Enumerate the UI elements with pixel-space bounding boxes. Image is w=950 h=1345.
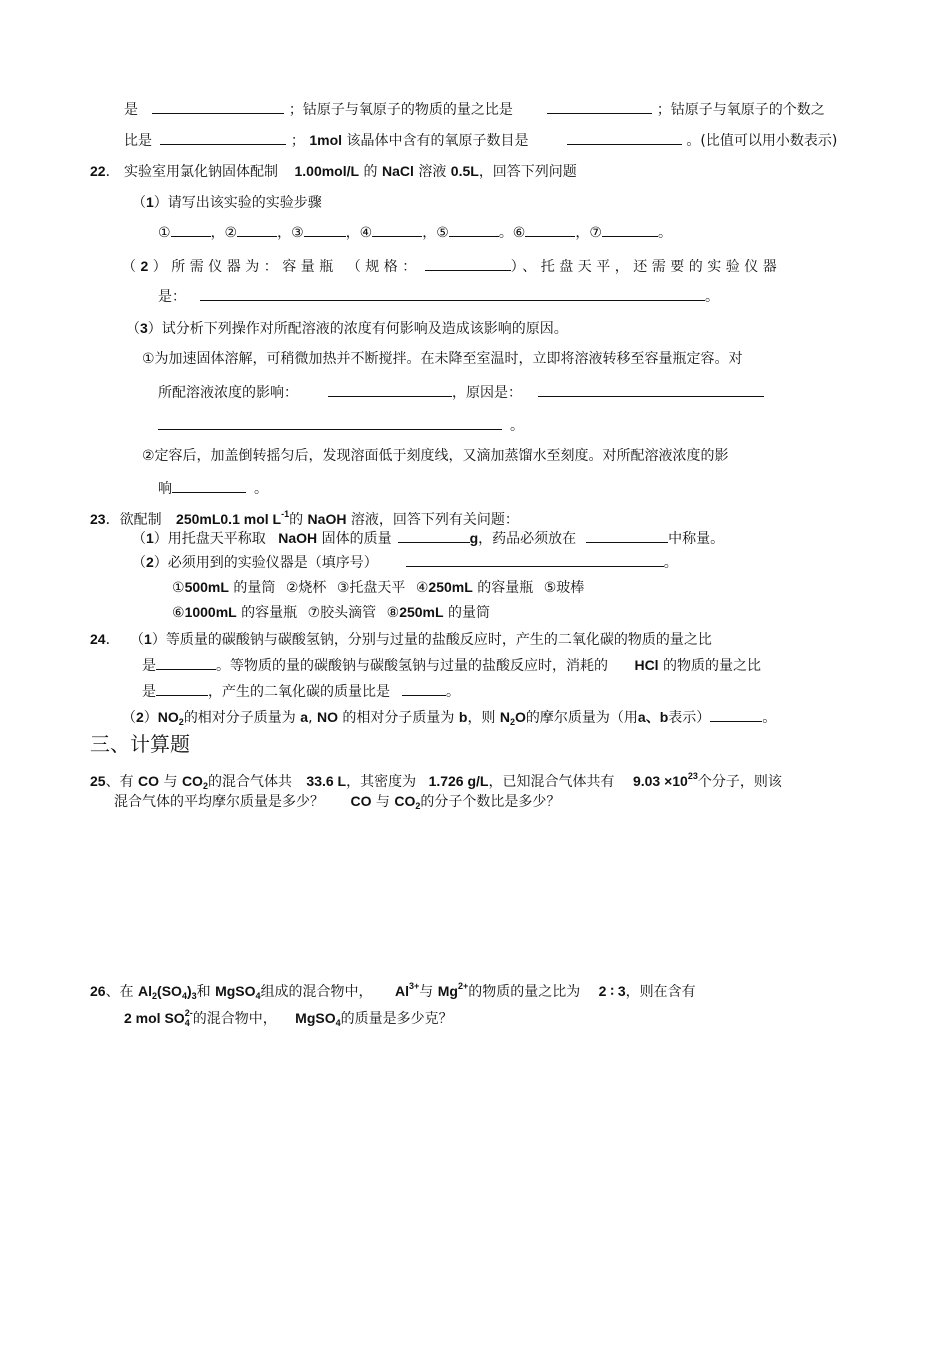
q22-vol: 0.5L [450,163,479,179]
answer-blank[interactable] [156,655,216,670]
option-marker: ① [172,580,185,596]
q23-text: 中称量。 [668,531,725,547]
q22-text: 请写出该实验的实验步骤 [167,195,322,211]
q25-text: 与 [163,774,178,790]
q23-naoh: NaOH [278,530,318,546]
q22-text: ）、托盘天平，还需要的实验仪器 [510,259,782,275]
question-number: 25 [90,773,106,789]
q24-text: 等质量的碳酸钠与碳酸氢钠，分别与过量的盐酸反应时，产生的二氧化碳的物质的量之比 [165,632,712,648]
q25-text: 、有 [105,774,134,790]
q24-hcl: HCl [634,657,659,673]
formula-mgso4: MgSO [295,1010,336,1026]
q24-text: 。 [446,684,460,700]
q21-text: 比是 [124,133,152,149]
q22-case-2 [142,446,729,466]
subscript: 2 [202,781,208,791]
option-volume: 250mL [428,579,473,595]
answer-blank[interactable] [372,222,422,237]
answer-blank[interactable] [710,707,762,722]
formula-no2: NO [157,709,179,725]
q25-text: 的混合气体共 [207,774,292,790]
answer-blank[interactable] [402,681,446,696]
option-text: 的容量瓶 [241,605,298,621]
formula-n2o: N [499,709,511,725]
part-number: 3 [140,320,148,336]
q22-part-2: （2）所需仪器为：容量瓶 （规格： ）、托盘天平，还需要的实验仪器 [122,258,782,275]
q22-steps [158,222,672,243]
q26-text: 和 [196,984,211,1000]
q23-text: 用托盘天平称取 [167,531,266,547]
answer-blank[interactable] [158,415,502,430]
answer-blank[interactable] [398,528,470,543]
q26-text: ，则在含有 [625,984,696,1000]
q22-text: 的 [363,164,378,180]
part-number: 2 [136,709,144,725]
q21-text: 是 [124,102,138,118]
q21-bold: 1mol [309,132,343,148]
step-label: 。 [657,225,672,241]
answer-blank[interactable] [586,528,668,543]
q25-text: 的分子个数比是多少？ [420,794,561,810]
q23-part-1: （1）用托盘天平称取 NaOH 固体的质量 g，药品必须放在 中称量。 [132,530,725,547]
q22-case-1b [158,382,764,403]
subscript: 2 [510,717,516,727]
q22-text: 所配溶液浓度的影响： [158,385,298,401]
part-number: 2 [140,258,153,274]
q25-text: ，已知混合气体共有 [488,774,615,790]
q22-text: 是： [158,289,186,305]
answer-blank[interactable] [602,222,658,237]
answer-blank[interactable] [171,222,211,237]
formula-mgso4: MgSO [215,983,256,999]
q24-part-2: $(2)NO_2$的相对分子质量为 a, NO 的相对分子质量为 b，则 $N_2O$的摩尔质量为（用a、b表示） 。 [122,709,777,727]
q24-text: 的相对分子质量为 [183,710,296,726]
formula-al2so43: ) [186,983,192,999]
q25-density: 1.726 g/L [428,773,489,789]
q22-case-1 [142,349,743,369]
answer-blank[interactable] [200,286,705,301]
step-label: ，④ [345,225,373,241]
q23-text: 溶液，回答下列有关问题： [350,512,519,528]
q23-text: 欲配制 [119,512,162,528]
part-number: 1 [144,631,152,647]
answer-blank[interactable] [449,222,499,237]
option-text: ②烧杯 [285,580,327,596]
q24-text: 是 [142,684,156,700]
q26-text: 组成的混合物中， [260,984,373,1000]
q23-superscript: -1 [281,509,290,519]
answer-blank[interactable] [567,130,682,145]
answer-blank[interactable] [156,681,208,696]
answer-blank[interactable] [328,382,452,397]
subscript: 2 [415,801,421,811]
q21-line-2 [124,130,837,151]
q22-text: （规格： [346,259,421,275]
q22-text: 所需仪器为：容量瓶 [171,259,338,275]
answer-blank[interactable] [425,256,511,271]
var-a: a [300,709,309,725]
q21-line-1 [124,99,825,120]
q26-text: 的物质的量之比为 [468,984,581,1000]
superscript: 23 [687,771,698,781]
q24-text: 表示） [668,710,711,726]
superscript: 2+ [457,981,469,991]
subscript: 4 [335,1018,341,1028]
q24-text: 是 [142,658,156,674]
subscript: 3 [191,991,197,1001]
q26-amount: 2 mol SO [124,1010,185,1026]
q24-text: ，产生的二氧化碳的质量比是 [208,684,390,700]
option-text: ⑤玻棒 [543,580,585,596]
q22-case-1c [158,415,524,436]
q23-options-row-2 [172,602,490,623]
formula-no: NO [316,709,338,725]
step-label: ，③ [277,225,304,241]
q25-text: 混合气体的平均摩尔质量是多少？ [114,794,324,810]
part-number: 1 [146,194,154,210]
q24-text: 。 [762,710,777,726]
section-heading: 三、计算题 [90,732,190,756]
step-label: ① [158,225,171,241]
subscript: 4 [255,991,261,1001]
q26-text: 的质量是多少克？ [340,1011,453,1027]
q22-conc: 1.00mol/L [294,163,360,179]
q23-stem: 23．欲配制 250mL0.1 mol $L^{-1}$的 NaOH 溶液，回答下列有关问题： [90,509,519,528]
q25-line-2 [114,791,560,816]
q23-naoh: NaOH [307,511,347,527]
ion-al: Al [395,983,410,999]
formula-co: CO [350,793,372,809]
option-marker: ⑧ [386,605,400,621]
q23-text: 必须用到的实验仪器是（填序号） [167,555,378,571]
q22-part-2b [158,286,719,307]
question-number: 22 [90,163,106,179]
q23-text: 固体的质量 [321,531,392,547]
q22-text: 。 [254,481,268,497]
q22-text: 响 [158,481,172,497]
option-text: 的量筒 [233,580,276,596]
subscript: 2 [152,991,158,1001]
option-text: ⑦胶头滴管 [307,605,377,621]
answer-blank[interactable] [304,222,346,237]
step-label: ，⑦ [575,225,602,241]
q22-part-1: （1）请写出该实验的实验步骤 [132,194,322,211]
q25-volume: 33.6 L [306,773,347,789]
q22-text: 。 [705,289,719,305]
var-b: b [458,709,468,725]
q23-text: 。 [663,555,678,571]
formula-co2: CO [181,773,203,789]
option-volume: 1000mL [184,604,237,620]
option-marker: ④ [415,580,429,596]
part-number: 1 [146,530,154,546]
q22-text: ，原因是： [452,385,522,401]
q23-options-row-1 [172,577,584,598]
q22-nacl: NaCl [381,163,414,179]
question-number: 26 [90,983,106,999]
q22-part-3: （3）试分析下列操作对所配溶液的浓度有何影响及造成该影响的原因。 [126,320,568,337]
q22-text: 实验室用氯化钠固体配制 [124,164,279,180]
q24-line-1: 24． （1）等质量的碳酸钠与碳酸氢钠，分别与过量的盐酸反应时，产生的二氧化碳的物质的量之比 [90,631,712,648]
part-number: 2 [146,554,154,570]
q25-count: 9.03 ×10 [632,773,688,789]
q22-text: 。 [510,418,524,434]
q24-text: 的相对分子质量为 [342,710,455,726]
superscript: 2- [184,1008,193,1018]
q22-text: 溶液 [418,164,447,180]
q26-text: 的混合物中， [192,1011,277,1027]
q23-part-2: （2）必须用到的实验仪器是（填序号） 。 [132,554,678,571]
var-ab: a、b [637,709,669,725]
q24-line-2 [142,655,761,676]
answer-blank[interactable] [538,382,764,397]
q22-case-2b [158,478,268,499]
subscript: 2 [178,717,184,727]
answer-blank[interactable] [547,99,652,114]
step-label: 。⑥ [498,225,526,241]
q25-text: 个分子，则该 [697,774,782,790]
answer-blank[interactable] [172,478,246,493]
q22-text: ②定容后，加盖倒转摇匀后，发现溶面低于刻度线，又滴加蒸馏水至刻度。对所配溶液浓度的影 [142,448,729,464]
ion-mg: Mg [437,983,458,999]
q21-text: 。(比值可以用小数表示) [686,133,838,149]
q21-text: 该晶体中含有的氧原子数目是 [346,133,529,149]
answer-blank[interactable] [406,552,664,567]
q24-text: 的摩尔质量为（用 [525,710,638,726]
formula-al2so43: Al [138,983,153,999]
q26-ratio: 2 ∶ 3 [598,983,626,999]
q23-text: ，药品必须放在 [478,531,577,547]
q21-text: ； [290,133,305,149]
superscript: 3+ [409,981,420,991]
q24-text: ，则 [467,710,496,726]
q22-text: 试分析下列操作对所配溶液的浓度有何影响及造成该影响的原因。 [161,321,568,337]
q26-text: 与 [419,984,434,1000]
q21-text: ；钴原子与氧原子的物质的量之比是 [288,102,513,118]
q26-text: 、在 [105,984,134,1000]
q24-text: 。等物质的量的碳酸钠与碳酸氢钠与过量的盐酸反应时，消耗的 [216,658,608,674]
answer-blank[interactable] [237,222,277,237]
q21-text: ；钴原子与氧原子的个数之 [656,102,825,118]
question-number: 24 [90,631,106,647]
step-label: ，⑤ [422,225,449,241]
q26-line-2 [124,1003,453,1033]
step-label: ，② [210,225,238,241]
option-volume: 250mL [399,604,444,620]
formula-co2: CO [394,793,416,809]
answer-blank[interactable] [152,99,284,114]
q22-text: ，回答下列问题 [478,164,577,180]
q22-text: ①为加速固体溶解，可稍微加热并不断搅拌。在未降至室温时，立即将溶液转移至容量瓶定容。对 [142,351,743,367]
q23-text: 的 [289,512,304,528]
q25-text: ，其密度为 [346,774,417,790]
q23-solution: 250mL0.1 mol L [176,511,282,527]
subscript: 4 [181,991,187,1001]
option-volume: 500mL [184,579,229,595]
formula-co: CO [138,773,160,789]
option-marker: ⑥ [172,605,185,621]
answer-blank[interactable] [160,130,286,145]
subscript: 4 [184,1018,190,1028]
q25-text: 与 [375,794,390,810]
q22-stem: 22． 实验室用氯化钠固体配制 1.00mol/L 的 NaCl 溶液 0.5L，回答下列问题 [90,163,577,180]
answer-blank[interactable] [525,222,575,237]
formula-al2so43: (SO [157,983,182,999]
q24-line-3 [142,681,460,702]
q23-unit: g [469,530,479,546]
option-text: ③托盘天平 [336,580,406,596]
option-text: 的量筒 [448,605,491,621]
formula-n2o: O [515,709,526,725]
q24-text: 的物质的量之比 [663,658,762,674]
option-text: 的容量瓶 [477,580,534,596]
q26-line-1 [90,976,696,1006]
question-number: 23 [90,511,106,527]
